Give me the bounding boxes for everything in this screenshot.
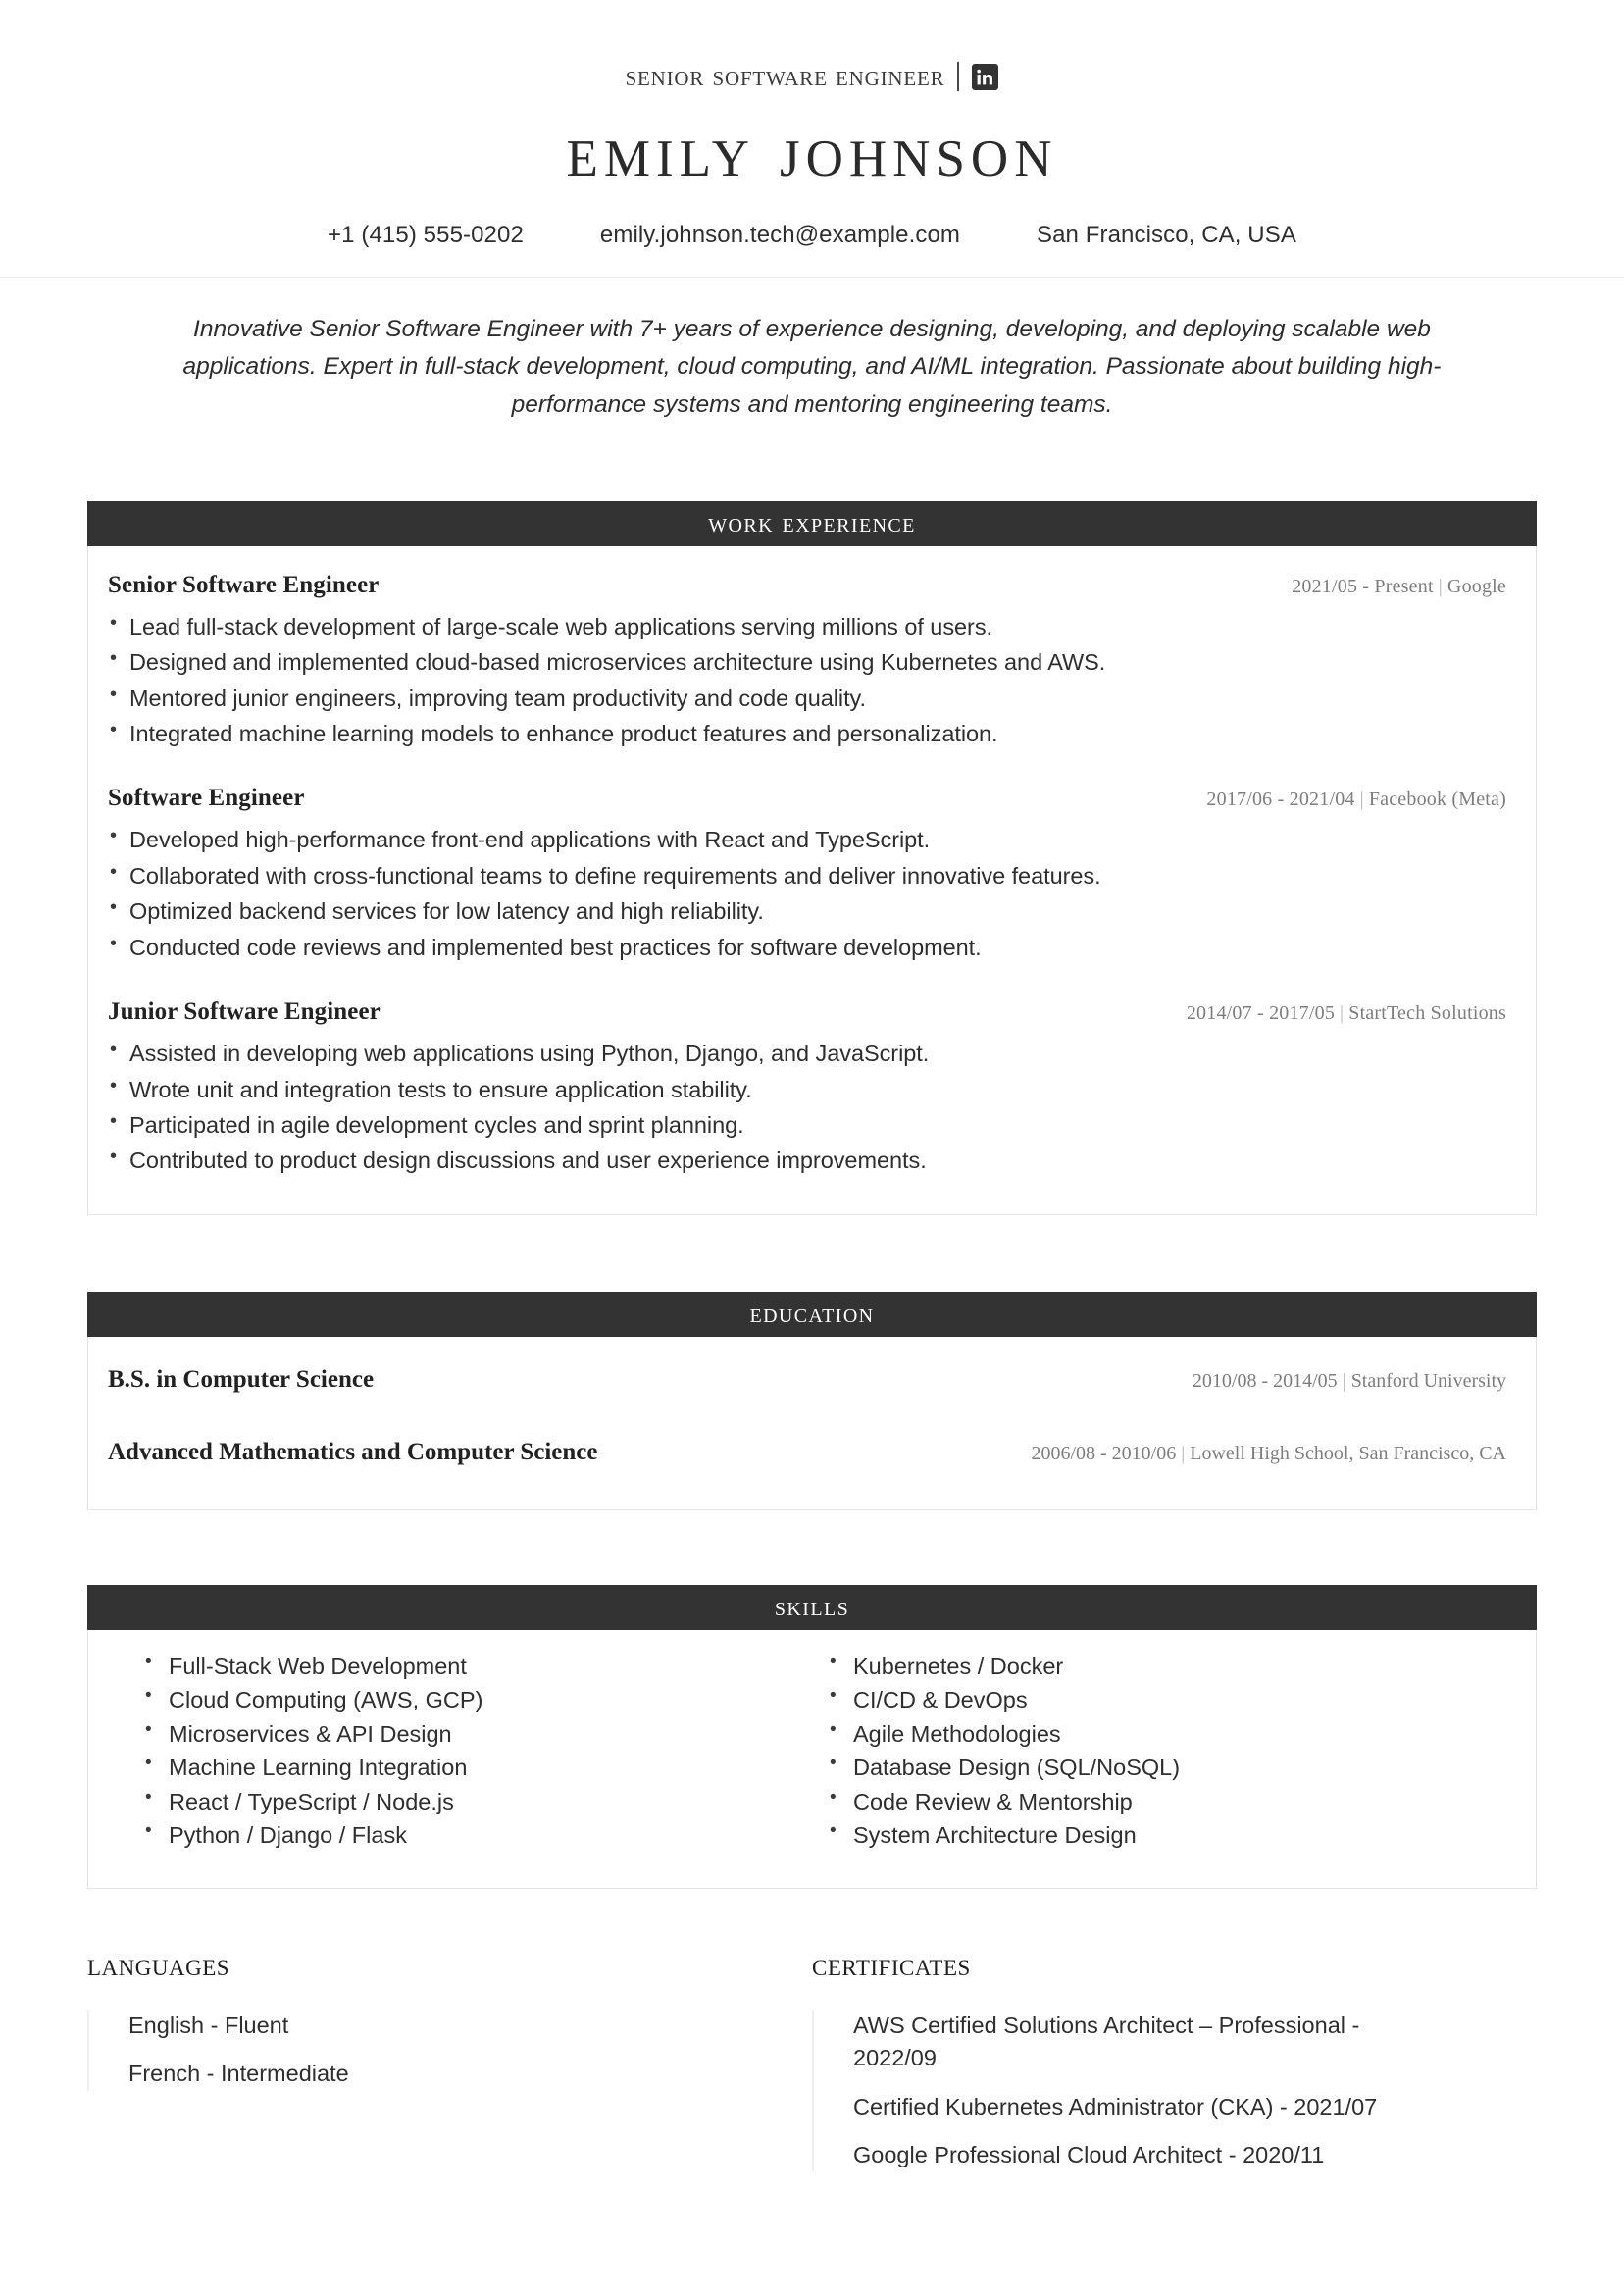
experience-bullets	[108, 822, 1506, 965]
skills-list	[812, 1653, 1497, 1859]
meta-separator: |	[1181, 1442, 1186, 1464]
education-degree: Advanced Mathematics and Computer Science	[108, 1438, 598, 1465]
contact-email[interactable]: emily.johnson.tech@example.com	[599, 221, 960, 248]
skill-item: • Python / Django / Flask	[127, 1824, 812, 1859]
education-degree: B.S. in Computer Science	[108, 1365, 375, 1393]
spacer	[0, 1215, 1624, 1292]
experience-dates: 2017/06 - 2021/04	[1206, 789, 1355, 811]
experience-entry	[108, 785, 1506, 965]
education-meta	[1193, 1370, 1506, 1393]
skill-item: • React / TypeScript / Node.js	[127, 1791, 812, 1825]
language-item: French - Intermediate	[128, 2061, 349, 2087]
header-divider	[0, 277, 1624, 278]
bullet-item: • Conducted code reviews and implemented best practices for software development.	[108, 930, 1506, 965]
experience-role: Software Engineer	[108, 785, 305, 812]
contact-row	[0, 222, 1624, 249]
work-experience-body	[88, 546, 1536, 1214]
experience-company: Google	[1446, 575, 1506, 597]
experience-entry	[108, 572, 1506, 752]
skill-item: • CI/CD & DevOps	[812, 1689, 1497, 1723]
bottom-columns	[87, 1947, 1537, 2171]
spacer	[0, 1510, 1624, 1585]
section-card-skills	[87, 1630, 1537, 1889]
experience-dates: 2021/05 - Present	[1292, 575, 1434, 597]
section-title: languages	[87, 1947, 230, 1983]
education-dates: 2006/08 - 2010/06	[1031, 1442, 1177, 1464]
languages-section	[87, 1947, 812, 2171]
bullet-item: • Contributed to product design discussions and user experience improvements.	[108, 1143, 1506, 1178]
experience-company: Facebook (Meta)	[1368, 789, 1506, 811]
certificate-item: AWS Certified Solutions Architect – Professional - 2022/09	[853, 2012, 1360, 2071]
experience-role: Senior Software Engineer	[108, 571, 380, 598]
meta-separator: |	[1342, 1369, 1346, 1392]
resume-header	[0, 0, 1624, 278]
education-meta	[1031, 1443, 1506, 1465]
skill-item: • Machine Learning Integration	[127, 1757, 812, 1791]
experience-meta	[1292, 576, 1506, 598]
education-dates: 2010/08 - 2014/05	[1192, 1369, 1338, 1392]
skill-item: • Kubernetes / Docker	[812, 1656, 1497, 1690]
skill-item: • Cloud Computing (AWS, GCP)	[127, 1689, 812, 1723]
job-title-line	[0, 57, 1624, 96]
skills-column-left	[127, 1653, 812, 1859]
skill-item: • Agile Methodologies	[812, 1723, 1497, 1758]
professional-summary: Innovative Senior Software Engineer with 7+ years of experience designing, developing, and deploying scalable web applications. Expert in full-stack development, cloud computing, and AI/ML integration. Passionate about building high-performance systems and mentoring engineering teams.	[182, 315, 1442, 419]
experience-entry-head	[108, 998, 1506, 1026]
skill-item: • System Architecture Design	[812, 1824, 1497, 1859]
languages-list	[87, 2010, 812, 2091]
section-header-skills	[87, 1585, 1537, 1630]
title-divider	[957, 62, 959, 91]
certificates-section	[812, 1947, 1537, 2171]
education-body	[88, 1337, 1536, 1509]
section-card-work-experience	[87, 546, 1537, 1215]
bullet-item: • Collaborated with cross-functional teams to define requirements and deliver innovative features.	[108, 858, 1506, 893]
section-title: skills	[774, 1591, 850, 1623]
experience-meta	[1187, 1002, 1506, 1025]
contact-location: San Francisco, CA, USA	[1036, 221, 1296, 248]
certificates-list	[812, 2010, 1537, 2171]
section-header-work-experience	[87, 501, 1537, 546]
education-entry	[108, 1439, 1506, 1466]
section-title: education	[749, 1298, 875, 1330]
skills-body	[88, 1630, 1536, 1888]
experience-meta	[1206, 789, 1506, 811]
meta-separator: |	[1438, 575, 1443, 597]
section-title: work experience	[708, 507, 916, 539]
page-title: emily johnson	[566, 110, 1058, 192]
certificate-item: Certified Kubernetes Administrator (CKA) - 2021/07	[853, 2093, 1378, 2119]
bullet-item: • Wrote unit and integration tests to ensure application stability.	[108, 1072, 1506, 1107]
education-entry	[108, 1366, 1506, 1394]
linkedin-icon[interactable]	[972, 64, 998, 90]
experience-entry-head	[108, 572, 1506, 599]
meta-separator: |	[1340, 1002, 1345, 1025]
skill-item: • Code Review & Mentorship	[812, 1791, 1497, 1825]
section-card-education	[87, 1337, 1537, 1510]
experience-company: StartTech Solutions	[1348, 1002, 1506, 1025]
skills-column-right	[812, 1653, 1497, 1859]
experience-entry-head	[108, 785, 1506, 812]
contact-phone[interactable]: +1 (415) 555-0202	[328, 221, 524, 248]
bullet-item: • Mentored junior engineers, improving team productivity and code quality.	[108, 681, 1506, 716]
bullet-item: • Designed and implemented cloud-based microservices architecture using Kubernetes and AWS.	[108, 644, 1506, 680]
bullet-item: • Integrated machine learning models to enhance product features and personalization.	[108, 716, 1506, 751]
bullet-item: • Optimized backend services for low latency and high reliability.	[108, 893, 1506, 929]
bullet-item: • Lead full-stack development of large-scale web applications serving millions of users.	[108, 609, 1506, 644]
bullet-item: • Participated in agile development cycles and sprint planning.	[108, 1107, 1506, 1143]
bullet-item: • Developed high-performance front-end applications with React and TypeScript.	[108, 822, 1506, 857]
spacer	[0, 425, 1624, 501]
experience-role: Junior Software Engineer	[108, 998, 381, 1026]
skills-list	[127, 1653, 812, 1859]
experience-bullets	[108, 609, 1506, 752]
experience-entry	[108, 998, 1506, 1179]
experience-bullets	[108, 1036, 1506, 1179]
language-item: English - Fluent	[128, 2012, 289, 2038]
section-title: certificates	[812, 1947, 971, 1983]
skill-item: • Microservices & API Design	[127, 1723, 812, 1758]
job-title: senior software engineer	[625, 60, 945, 92]
education-institution: Stanford University	[1350, 1369, 1506, 1392]
bullet-item: • Assisted in developing web applications using Python, Django, and JavaScript.	[108, 1036, 1506, 1071]
skill-item: • Full-Stack Web Development	[127, 1656, 812, 1690]
experience-dates: 2014/07 - 2017/05	[1186, 1002, 1336, 1025]
section-header-education	[87, 1292, 1537, 1337]
meta-separator: |	[1359, 789, 1364, 811]
education-institution: Lowell High School, San Francisco, CA	[1190, 1442, 1506, 1464]
skill-item: • Database Design (SQL/NoSQL)	[812, 1757, 1497, 1791]
certificate-item: Google Professional Cloud Architect - 2020/11	[853, 2141, 1325, 2167]
